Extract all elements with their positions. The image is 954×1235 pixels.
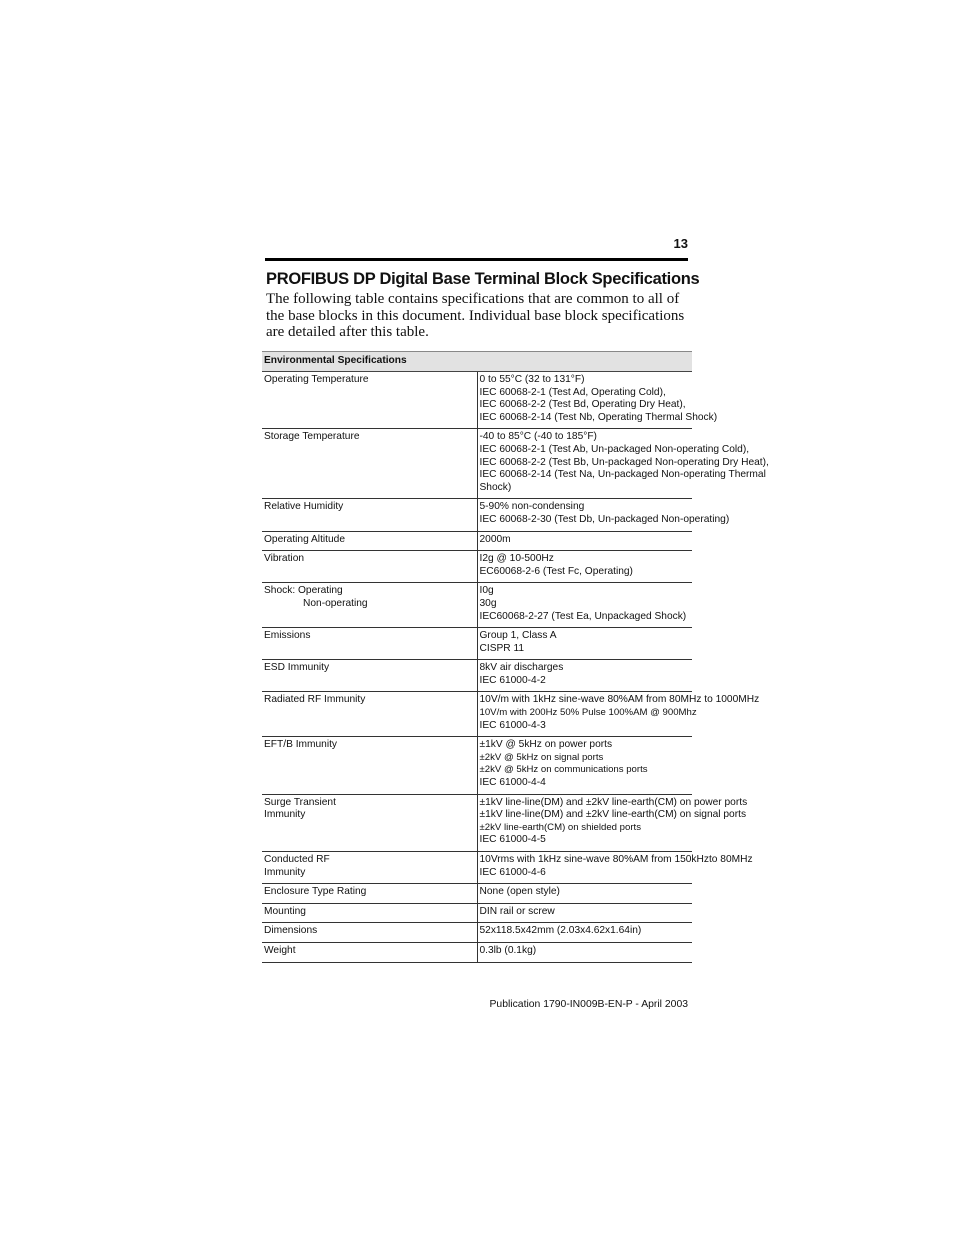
spec-label xyxy=(262,583,477,628)
table-row xyxy=(262,429,692,499)
spec-value xyxy=(477,551,692,583)
spec-value-line: 52x118.5x42mm (2.03x4.62x1.64in) xyxy=(479,925,642,937)
spec-label xyxy=(262,660,477,692)
spec-label-line: Relative Humidity xyxy=(264,501,344,513)
table-row xyxy=(262,372,692,429)
spec-value-line: 0.3lb (0.1kg) xyxy=(479,944,537,956)
spec-value xyxy=(477,531,692,551)
table-row xyxy=(262,737,692,794)
spec-value xyxy=(477,692,760,737)
publication-footer: Publication 1790-IN009B-EN-P - April 2003 xyxy=(489,999,688,1010)
spec-label-line: Conducted RF xyxy=(264,854,330,865)
spec-label xyxy=(262,923,477,943)
spec-label xyxy=(262,737,477,794)
spec-label-line: Weight xyxy=(264,944,296,956)
spec-value-line: IEC 61000-4-2 xyxy=(479,674,546,686)
spec-value-line: IEC 60068-2-14 (Test Nb, Operating Thermal Shock) xyxy=(479,411,718,423)
table-row xyxy=(262,903,692,923)
spec-value xyxy=(477,794,748,851)
spec-value-line: 0 to 55°C (32 to 131°F) xyxy=(479,374,585,385)
spec-value xyxy=(477,583,692,628)
spec-label-line: Storage Temperature xyxy=(264,431,360,443)
spec-value-line: None (open style) xyxy=(479,886,560,898)
table-row xyxy=(262,942,692,962)
spec-value-line: IEC 60068-2-1 (Test Ad, Operating Cold), xyxy=(479,386,666,398)
spec-label-line: Radiated RF Immunity xyxy=(264,694,366,706)
table-row xyxy=(262,852,692,884)
spec-value-line: IEC 61000-4-4 xyxy=(479,777,546,789)
spec-value-line: 10V/m with 1kHz sine-wave 80%AM from 80MHz to 1000MHz xyxy=(479,694,760,706)
table-header: Environmental Specifications xyxy=(262,352,692,372)
table-row xyxy=(262,583,692,628)
spec-label xyxy=(262,372,477,429)
spec-value-line: I0g xyxy=(479,585,494,597)
spec-label-line: Emissions xyxy=(264,630,311,642)
spec-label xyxy=(262,499,477,531)
spec-value-line: ±1kV line-line(DM) and ±2kV line-earth(CM) on power ports xyxy=(479,796,748,808)
spec-value-line: Group 1, Class A xyxy=(479,630,557,642)
spec-value-line: 5-90% non-condensing xyxy=(479,501,585,513)
spec-label-line: Vibration xyxy=(264,553,305,565)
spec-value xyxy=(477,737,692,794)
table-row xyxy=(262,551,692,583)
table-row xyxy=(262,660,692,692)
environmental-spec-table xyxy=(262,351,769,963)
spec-value-line: 10Vrms with 1kHz sine-wave 80%AM from 150kHzto 80MHz xyxy=(479,854,753,865)
spec-value-line: IEC 60068-2-30 (Test Db, Un-packaged Non-operating) xyxy=(479,513,730,525)
spec-value xyxy=(477,372,718,429)
spec-label-line: Operating Altitude xyxy=(264,533,345,545)
table-row xyxy=(262,531,692,551)
table-row xyxy=(262,794,692,851)
spec-label-line: Shock: Operating xyxy=(264,585,343,597)
spec-value-line: -40 to 85°C (-40 to 185°F) xyxy=(479,431,597,443)
spec-label-line: Non-operating xyxy=(303,597,368,609)
spec-label xyxy=(262,903,477,923)
spec-value-line: ±2kV @ 5kHz on signal ports xyxy=(479,751,604,763)
spec-value-line: 10V/m with 200Hz 50% Pulse 100%AM @ 900Mhz xyxy=(479,707,697,719)
spec-label xyxy=(262,884,477,904)
spec-value xyxy=(477,429,769,499)
spec-label xyxy=(262,852,477,884)
table-row xyxy=(262,499,692,531)
spec-value xyxy=(477,903,692,923)
spec-value-line: IEC 60068-2-1 (Test Ab, Un-packaged Non-operating Cold), xyxy=(479,443,750,455)
spec-value-line: IEC 60068-2-2 (Test Bd, Operating Dry Heat), xyxy=(479,399,686,411)
spec-label-line: Dimensions xyxy=(264,925,318,937)
spec-value-line: IEC 61000-4-6 xyxy=(479,866,546,878)
spec-value xyxy=(477,942,692,962)
spec-label-line: EFT/B Immunity xyxy=(264,739,338,751)
spec-value-line: CISPR 11 xyxy=(479,642,525,654)
spec-value-line: EC60068-2-6 (Test Fc, Operating) xyxy=(479,565,633,577)
spec-value-line: I2g @ 10-500Hz xyxy=(479,553,554,565)
table-header-row xyxy=(262,352,692,372)
spec-value-line: IEC60068-2-27 (Test Ea, Unpackaged Shock) xyxy=(479,610,687,622)
spec-value-line: 2000m xyxy=(479,533,511,545)
spec-value-line: 8kV air discharges xyxy=(479,662,564,674)
table-row xyxy=(262,692,692,737)
spec-value xyxy=(477,499,730,531)
table-row xyxy=(262,628,692,660)
table-body xyxy=(262,372,769,963)
spec-value xyxy=(477,852,753,884)
page-number: 13 xyxy=(673,236,688,251)
spec-value-line: Shock) xyxy=(479,481,512,493)
spec-label xyxy=(262,942,477,962)
spec-value-line: IEC 60068-2-2 (Test Bb, Un-packaged Non-operating Dry Heat), xyxy=(479,456,769,468)
spec-label xyxy=(262,794,477,851)
spec-value-line: ±1kV line-line(DM) and ±2kV line-earth(CM) on signal ports xyxy=(479,809,747,821)
spec-label xyxy=(262,692,477,737)
spec-label-line: Surge Transient xyxy=(264,796,336,808)
spec-value xyxy=(477,660,692,692)
intro-paragraph: The following table contains specifications that are common to all of the base blocks in this document. Individual base block specifications are detailed after this table. xyxy=(266,291,685,341)
spec-value-line: IEC 61000-4-5 xyxy=(479,834,546,846)
table-row xyxy=(262,884,692,904)
spec-label-line: ESD Immunity xyxy=(264,662,330,674)
spec-value-line: ±1kV @ 5kHz on power ports xyxy=(479,739,613,751)
spec-value-line: IEC 60068-2-14 (Test Na, Un-packaged Non-operating Thermal xyxy=(479,469,766,481)
spec-label xyxy=(262,551,477,583)
spec-value-line: ±2kV @ 5kHz on communications ports xyxy=(479,764,648,776)
spec-value-line: IEC 61000-4-3 xyxy=(479,719,546,731)
spec-value-line: DIN rail or screw xyxy=(479,905,555,917)
header-rule xyxy=(265,258,688,261)
spec-label-line: Enclosure Type Rating xyxy=(264,886,367,898)
spec-label xyxy=(262,531,477,551)
spec-label-line: Operating Temperature xyxy=(264,374,369,385)
spec-label xyxy=(262,628,477,660)
spec-label-line: Immunity xyxy=(264,809,306,821)
spec-value xyxy=(477,923,692,943)
spec-value xyxy=(477,884,692,904)
spec-label-line: Mounting xyxy=(264,905,306,917)
spec-value-line: 30g xyxy=(479,597,497,609)
spec-value-line: ±2kV line-earth(CM) on shielded ports xyxy=(479,821,642,833)
spec-label xyxy=(262,429,477,499)
section-title: PROFIBUS DP Digital Base Terminal Block Specifications xyxy=(266,270,700,288)
spec-label-line: Immunity xyxy=(264,866,306,878)
table-row xyxy=(262,923,692,943)
spec-value xyxy=(477,628,692,660)
